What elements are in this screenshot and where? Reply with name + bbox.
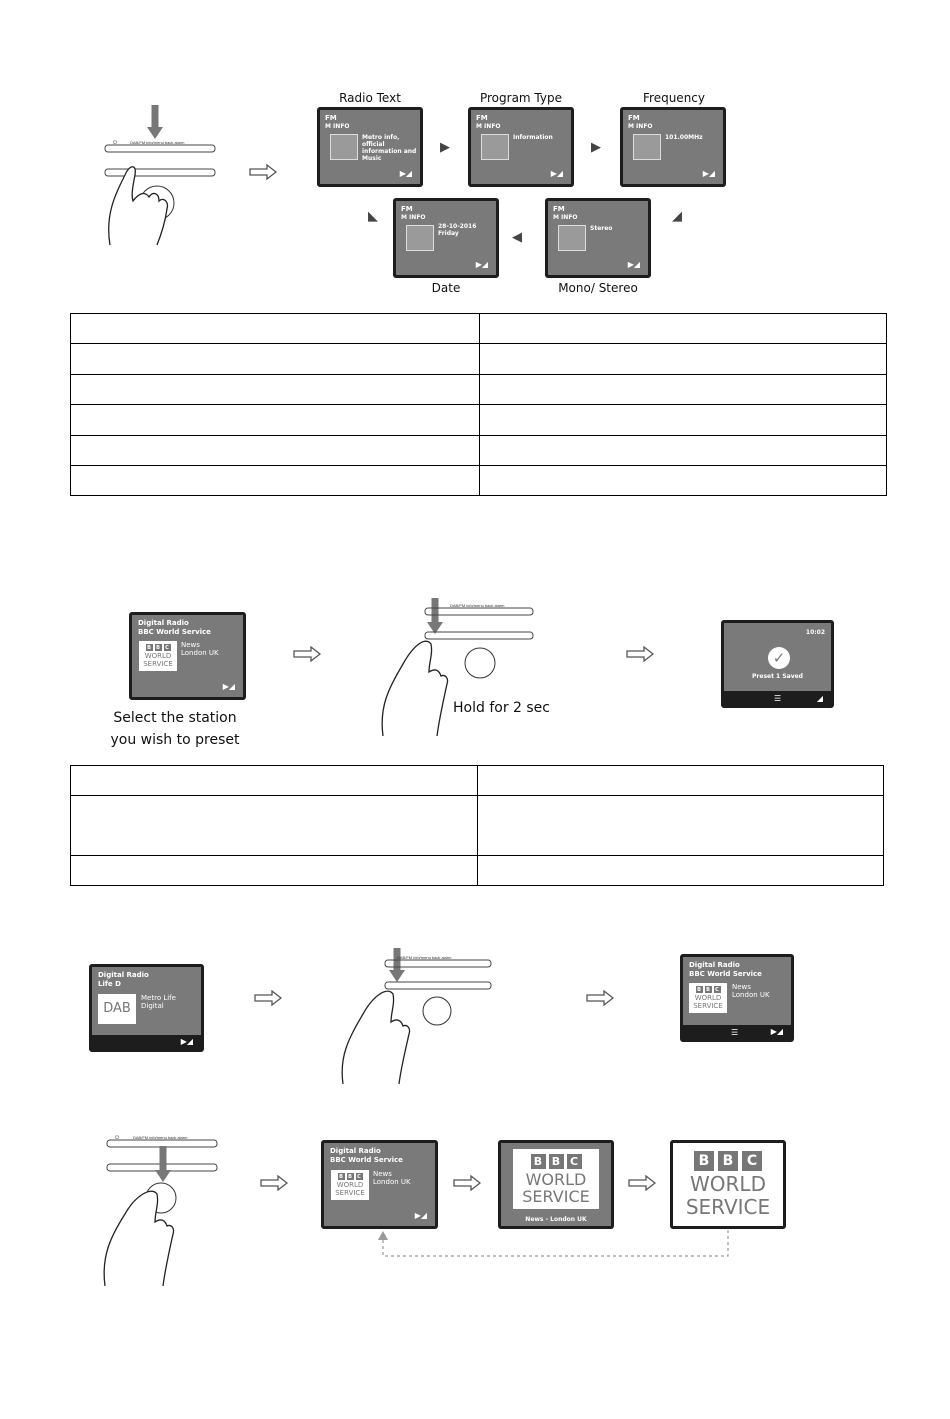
label-mono-stereo: Mono/ Stereo: [558, 281, 638, 295]
arrow-right-icon: [249, 164, 277, 180]
screen-program-type: FM M INFO Information ▶◢: [468, 107, 574, 187]
svg-text:DAB/FM info/menu back alarm: DAB/FM info/menu back alarm: [133, 1135, 188, 1140]
signal-icon: ▶◢: [627, 260, 640, 269]
antenna-icon: [558, 225, 586, 251]
svg-text:DAB/FM info/menu back alarm: DAB/FM info/menu back alarm: [450, 603, 505, 608]
triangle-right-icon: ▶: [440, 139, 450, 154]
svg-text:DAB/FM info/menu back alarm: DAB/FM info/menu back alarm: [397, 955, 452, 960]
triangle-down-left-icon: ◣: [368, 208, 378, 223]
screen-radio-text: FM M INFO Metro info, official information and Music ▶◢: [317, 107, 423, 187]
arrow-right-icon: [453, 1175, 481, 1191]
arrow-right-icon: [626, 646, 654, 662]
bbc-world-service-logo: B B C WORLD SERVICE: [513, 1149, 599, 1209]
signal-icon: ▶◢: [770, 1027, 783, 1036]
label-date: Date: [431, 281, 461, 295]
svg-text:⏻: ⏻: [115, 1135, 119, 1141]
screen-bbc-slideshow: B B C WORLD SERVICE News - London UK: [498, 1140, 614, 1229]
preset-list-icon: ☰: [731, 1028, 739, 1037]
antenna-icon: [406, 225, 434, 251]
screen-frequency: FM M INFO 101.00MHz ▶◢: [620, 107, 726, 187]
triangle-left-icon: ◀: [512, 229, 522, 244]
bbc-world-service-logo: B B C WORLD SERVICE: [331, 1170, 369, 1200]
antenna-icon: [330, 134, 358, 160]
caption-hold: Hold for 2 sec: [453, 700, 550, 716]
label-program-type: Program Type: [479, 91, 562, 105]
signal-icon: ▶◢: [550, 169, 563, 178]
triangle-right-icon: ▶: [591, 139, 601, 154]
signal-icon: ▶◢: [180, 1037, 193, 1046]
signal-icon: ◢: [816, 694, 823, 703]
preset-list-icon: ☰: [774, 694, 782, 703]
table-1: [70, 313, 887, 496]
screen-dab-life: Digital Radio Life D DAB Metro Life Digital ▶◢: [89, 964, 204, 1052]
signal-icon: ▶◢: [702, 169, 715, 178]
hand-press-knob-illustration: [95, 1130, 225, 1290]
screen-preset-saved: 10:02 ✓ Preset 1 Saved ☰ ◢: [721, 620, 834, 708]
svg-text:⏻: ⏻: [113, 140, 117, 146]
label-radio-text: Radio Text: [339, 91, 401, 105]
svg-text:DAB/FM info/menu back alarm: DAB/FM info/menu back alarm: [130, 140, 185, 145]
hand-press-info-illustration: [95, 105, 225, 250]
triangle-down-right-icon: ◢: [672, 208, 682, 223]
arrow-right-icon: [254, 990, 282, 1006]
signal-icon: ▶◢: [475, 260, 488, 269]
hand-press-preset-illustration: [375, 598, 540, 738]
label-frequency: Frequency: [643, 91, 705, 105]
arrow-right-icon: [260, 1175, 288, 1191]
signal-icon: ▶◢: [222, 682, 235, 691]
screen-bbc-preset-recall: Digital Radio BBC World Service B B C WORLD SERVICE News London UK ☰ ▶◢: [680, 954, 794, 1042]
bbc-world-service-logo: B B C WORLD SERVICE: [689, 983, 727, 1013]
table-2: [70, 765, 884, 886]
screen-date: FM M INFO 28-10-2016 Friday ▶◢: [393, 198, 499, 278]
bbc-world-service-logo: B B C WORLD SERVICE: [685, 1153, 771, 1219]
bbc-world-service-logo: B B C WORLD SERVICE: [139, 641, 177, 671]
signal-icon: ▶◢: [414, 1211, 427, 1220]
arrow-right-icon: [628, 1175, 656, 1191]
antenna-icon: [633, 134, 661, 160]
screen-bbc-info: Digital Radio BBC World Service B B C WORLD SERVICE News London UK ▶◢: [321, 1140, 438, 1229]
caption-select-station: Select the station you wish to preset: [110, 710, 240, 748]
check-circle-icon: ✓: [768, 647, 790, 669]
return-loop-arrow: [375, 1228, 735, 1263]
hand-press-preset-illustration: [335, 948, 495, 1086]
arrow-right-icon: [293, 646, 321, 662]
dab-logo: DAB: [98, 994, 136, 1024]
screen-mono-stereo: FM M INFO Stereo ▶◢: [545, 198, 651, 278]
arrow-right-icon: [586, 990, 614, 1006]
signal-icon: ▶◢: [399, 169, 412, 178]
screen-bbc-station: Digital Radio BBC World Service B B C WORLD SERVICE News London UK ▶◢: [129, 612, 246, 700]
screen-bbc-fullscreen: [670, 1140, 786, 1229]
antenna-icon: [481, 134, 509, 160]
